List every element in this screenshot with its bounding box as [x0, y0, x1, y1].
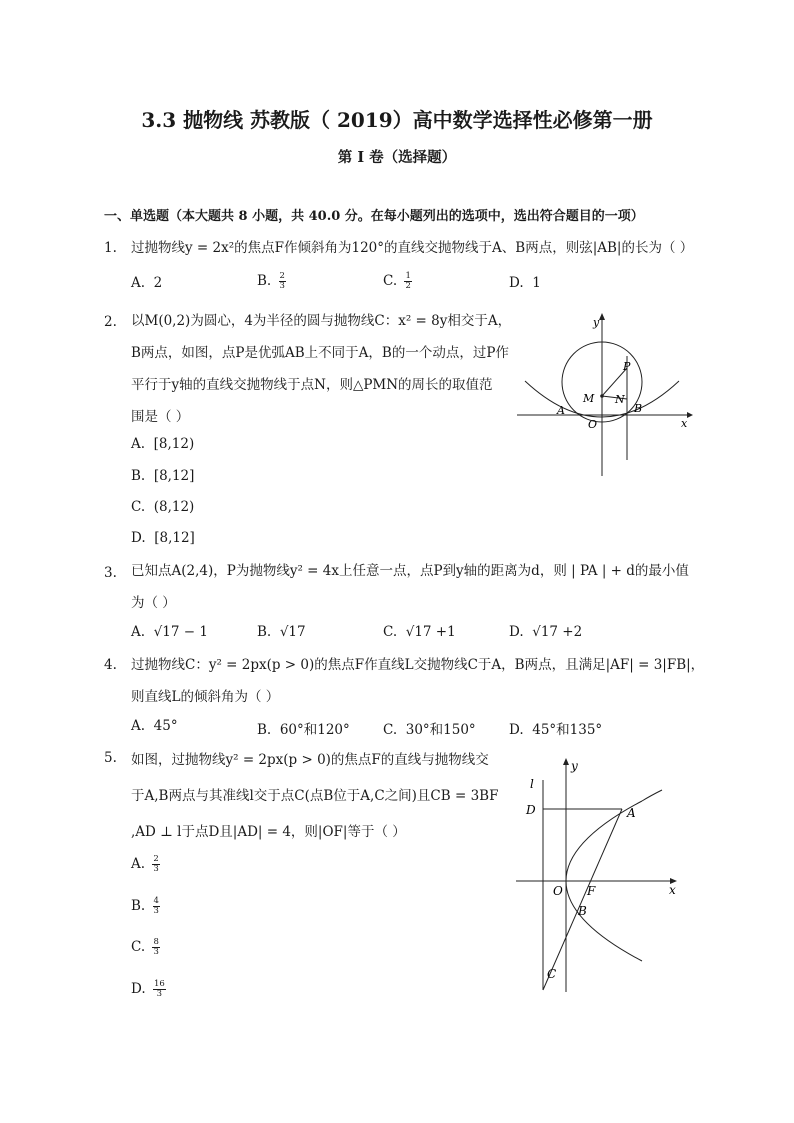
option-5a[interactable]: A. $\frac{2}{3}$: [131, 854, 159, 874]
parabola-extension: [642, 790, 662, 801]
fraction: $\frac{16}{3}$: [153, 979, 165, 999]
fraction: $\frac{4}{3}$: [153, 896, 159, 916]
option-1d[interactable]: D. 1: [509, 275, 541, 291]
section-heading: 一、单选题（本大题共 8 小题，共 40.0 分。在每小题列出的选项中，选出符合题目的一项）: [104, 209, 644, 224]
label-p: P: [623, 360, 631, 373]
option-4b[interactable]: B. 60°和120°: [257, 722, 350, 738]
option-4c[interactable]: C. 30°和150°: [383, 722, 476, 738]
option-3c[interactable]: C. √17 +1: [383, 624, 456, 640]
label-l: l: [530, 777, 534, 791]
question-line: 于A,B两点与其准线l交于点C(点B位于A,C之间)且CB = 3BF: [131, 788, 499, 804]
question-3-text: [131, 555, 689, 619]
label-d: D: [526, 803, 536, 817]
label-o: O: [553, 884, 563, 898]
label-x: x: [669, 883, 676, 897]
question-5-figure: [510, 748, 695, 998]
question-number: 3.: [104, 565, 117, 581]
option-5b[interactable]: B. $\frac{4}{3}$: [131, 896, 159, 916]
question-4-text: [131, 649, 704, 713]
option-1c[interactable]: C. $\frac{1}{2}$: [383, 271, 411, 291]
question-number: 5.: [104, 750, 117, 766]
page-subtitle: 第 I 卷（选择题）: [337, 149, 457, 166]
fraction: $\frac{1}{2}$: [405, 271, 411, 291]
fraction: $\frac{8}{3}$: [153, 937, 159, 957]
question-line: 过抛物线C：y² = 2px(p > 0)的焦点F作直线L交抛物线C于A，B两点，且满足|AF| = 3|FB|，: [131, 657, 705, 673]
question-line: ,AD ⊥ l于点D且|AD| = 4，则|OF|等于（ ）: [131, 824, 406, 840]
question-2-figure: [515, 308, 695, 478]
option-1b[interactable]: B. $\frac{2}{3}$: [257, 271, 285, 291]
x-axis-arrow: [687, 412, 693, 418]
option-1a[interactable]: A. 2: [131, 275, 163, 291]
point-m: [600, 394, 604, 398]
question-number: 2.: [104, 314, 117, 330]
label-x: x: [681, 417, 688, 430]
label-y: y: [593, 316, 600, 329]
question-line: B两点，如图，点P是优弧AB上不同于A，B的一个动点，过P作: [131, 345, 509, 361]
fraction: $\frac{2}{3}$: [279, 271, 285, 291]
option-4d[interactable]: D. 45°和135°: [509, 722, 603, 738]
label-a: A: [557, 404, 565, 417]
question-line: 过抛物线y = 2x²的焦点F作倾斜角为120°的直线交抛物线于A、B两点，则弦|AB|的长为（ ）: [131, 240, 694, 256]
fraction: $\frac{2}{3}$: [153, 854, 159, 874]
question-number: 1.: [104, 240, 117, 256]
question-line: 则直线L的倾斜角为（ ）: [131, 689, 280, 705]
y-axis-arrow: [563, 758, 569, 765]
label-n: N: [615, 393, 625, 406]
option-5c[interactable]: C. $\frac{8}{3}$: [131, 937, 159, 957]
question-5-text: [131, 742, 498, 850]
label-y: y: [571, 759, 578, 773]
option-4a[interactable]: A. 45°: [131, 718, 178, 734]
label-f: F: [587, 884, 596, 898]
label-m: M: [583, 392, 595, 405]
label-b: B: [634, 402, 643, 415]
option-2d[interactable]: D. [8,12]: [131, 530, 195, 546]
question-line: 围是（ ）: [131, 409, 190, 425]
option-2a[interactable]: A. [8,12): [131, 436, 195, 452]
option-2b[interactable]: B. [8,12]: [131, 468, 195, 484]
question-line: 以M(0,2)为圆心，4为半径的圆与抛物线C：x² = 8y相交于A，: [131, 313, 512, 329]
question-line: 平行于y轴的直线交抛物线于点N，则△PMN的周长的取值范: [131, 377, 493, 393]
question-2-text: [131, 305, 511, 433]
question-number: 4.: [104, 657, 117, 673]
option-5d[interactable]: D. $\frac{16}{3}$: [131, 979, 165, 999]
label-o: O: [588, 418, 598, 431]
option-3a[interactable]: A. √17 − 1: [131, 624, 208, 640]
label-c: C: [547, 967, 557, 981]
option-2c[interactable]: C. (8,12): [131, 499, 195, 515]
question-line: 已知点A(2,4)，P为抛物线y² = 4x上任意一点，点P到y轴的距离为d，则 | PA | + d的最小值: [131, 563, 689, 579]
question-line: 如图，过抛物线y² = 2px(p > 0)的焦点F的直线与抛物线交: [131, 752, 489, 768]
label-b: B: [578, 904, 587, 918]
line-ac: [543, 809, 622, 990]
label-a: A: [627, 806, 636, 820]
option-3d[interactable]: D. √17 +2: [509, 624, 583, 640]
question-1-text: [131, 232, 693, 264]
question-line: 为（ ）: [131, 595, 176, 611]
y-axis-arrow: [599, 313, 605, 320]
page-title: 3.3 抛物线 苏教版（ 2019）高中数学选择性必修第一册: [141, 108, 653, 132]
option-3b[interactable]: B. √17: [257, 624, 306, 640]
